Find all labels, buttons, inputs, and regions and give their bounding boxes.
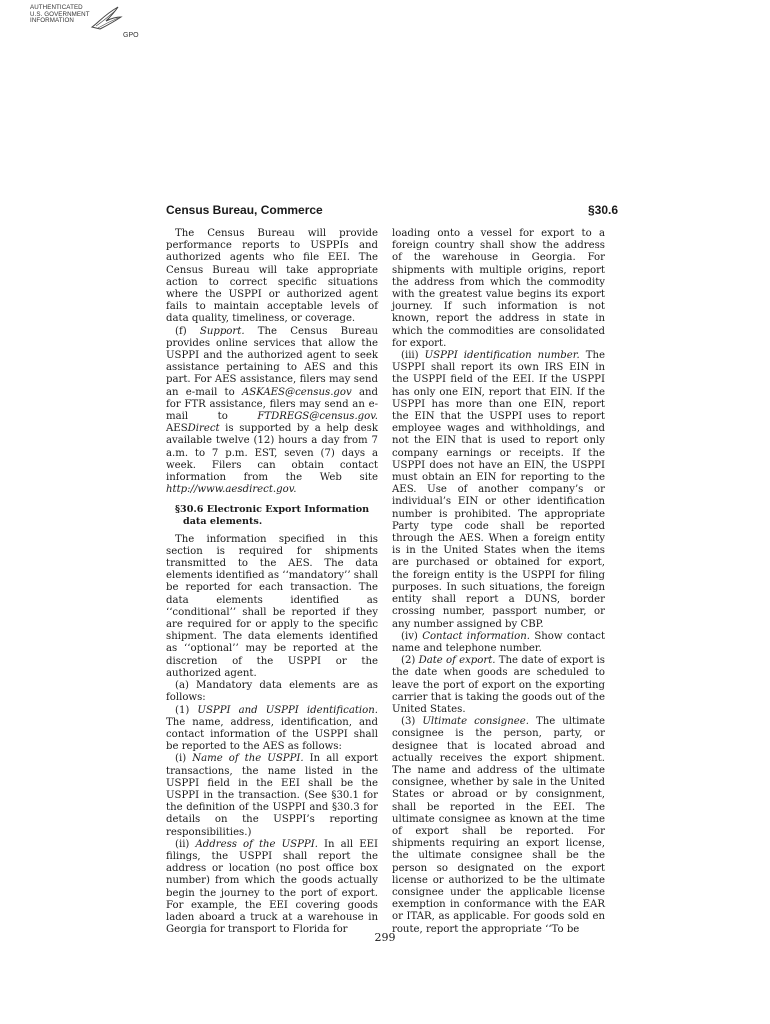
label: (iv) — [401, 630, 418, 642]
eagle-icon — [88, 5, 124, 35]
paragraph-address-of-usppi — [166, 839, 378, 937]
text: Show contact name and telephone number. — [392, 630, 606, 654]
label: (ii) — [175, 838, 190, 850]
label: (f) — [175, 325, 187, 337]
subsection-title: Support. — [199, 325, 245, 337]
paragraph-usppi-id-number — [392, 350, 605, 631]
section-heading-line-2: data elements. — [183, 516, 263, 528]
subsection-title: Address of the USPPI. — [195, 838, 318, 850]
subsection-title: Ultimate consignee. — [422, 716, 530, 728]
text: In all export transactions, the name listed in the USPPI field in the EEI shall be the USPPI in the transaction. (See §30.1 for the definition of the USPPI and §30.3 for details on the USPPI’s reporting responsibilities.) — [166, 753, 378, 838]
text: The ultimate consignee is the person, party, or designee that is located abroad and actually receives the export shipment. The name and address of the ultimate consignee, whether by sale in the United States or abroad or by consignment, shall be reported in the EEI. The ultimate consignee as known at the time of export shall be reported. For shipments requiring an export license, the ultimate consignee shall be the person so designated on the export license or authorized to be the ultimate consignee under the applicable license exemption in conformance with the EAR or ITAR, as applicable. For goods sold en route, report the appropriate ‘‘To be — [392, 716, 606, 935]
text: and for FTR assistance, filers may send an e-mail to — [166, 386, 379, 423]
label: (iii) — [401, 350, 419, 362]
paragraph-date-of-export — [392, 655, 605, 716]
text: In all EEI filings, the USPPI shall report the address or location (no post office box number) from which the goods actually begin the journey to the port of export. For example, the EEI covering goods laden aboard a truck at a warehouse in Georgia for transport to Florida for — [166, 838, 378, 936]
label: (1) — [175, 704, 190, 716]
paragraph-continued-address: loading onto a vessel for export to a foreign country shall show the address of the warehouse in Georgia. For shipments with multiple origins, report the address from which the commodity with the greatest value begins its export journey. If such information is not known, report the address in state in which the commodities are consolidated for export. — [392, 228, 605, 349]
text: The Census Bureau provides online services that allow the USPPI and the authorized agent to seek assistance pertaining to AES and this part. For AES assistance, filers may send an e-mail to — [166, 325, 379, 398]
email-ftdregs: FTDREGS@census.gov. — [257, 411, 378, 423]
aesdirect-suffix: Direct — [187, 423, 220, 435]
section-number: §30.6 — [587, 203, 618, 217]
paragraph-usppi-identification — [166, 705, 378, 754]
section-heading-line-1: §30.6 Electronic Export Information — [175, 504, 370, 516]
right-column — [392, 228, 605, 936]
paragraph-contact-information — [392, 631, 605, 655]
label: (2) — [401, 655, 416, 667]
text: The USPPI shall report its own IRS EIN in the USPPI field of the EEI. If the USPPI has only one EIN, report that EIN. If the USPPI has more than one EIN, report the EIN that the USPPI uses to report employee wages and withholdings, and not the EIN that is used to report only company earnings or receipts. If the USPPI does not have an EIN, the USPPI must obtain an EIN for reporting to the AES. Use of another company’s or individual’s EIN or other identification number is prohibited. The appropriate Party type code shall be reported through the AES. When a foreign entity is in the United States when the items are purchased or obtained for export, the foreign entity is the USPPI for filing purposes. In such situations, the foreign entity shall report a DUNS, border crossing number, passport number, or any number assigned by CBP. — [392, 350, 606, 630]
email-askaes: ASKAES@census.gov — [241, 386, 352, 398]
aesdirect-url: http://www.aesdirect.gov. — [166, 484, 297, 496]
section-heading — [166, 504, 378, 527]
running-head — [166, 203, 618, 219]
paragraph-support — [166, 326, 378, 497]
agency-title: Census Bureau, Commerce — [166, 203, 323, 217]
seal-line-3: INFORMATION — [30, 17, 74, 25]
text: AES — [166, 423, 188, 435]
page-number: 299 — [374, 931, 396, 944]
subsection-title: USPPI and USPPI identification. — [197, 704, 379, 716]
text: is supported by a help desk available twelve (12) hours a day from 7 a.m. to 7 p.m. EST, seven (7) days a week. Filers can obtain contact information from the Web site — [166, 423, 378, 484]
seal-line-1: AUTHENTICATED — [30, 4, 83, 11]
subsection-title: Date of export. — [418, 655, 496, 667]
seal-line-2: U.S. GOVERNMENT — [30, 10, 90, 18]
paragraph-name-of-usppi — [166, 753, 378, 838]
paragraph-performance-reports: The Census Bureau will provide performance reports to USPPIs and authorized agents who file EEI. The Census Bureau will take appropriate action to correct specific situations where the USPPI or authorized agent fails to maintain acceptable levels of data quality, timeliness, or coverage. — [166, 228, 378, 325]
left-column — [166, 228, 378, 936]
paragraph-mandatory-elements: (a) Mandatory data elements are as follows: — [166, 680, 378, 704]
paragraph-information-required: The information specified in this section is required for shipments transmitted to the AES. The data elements identified as ‘‘mandatory’’ shall be reported for each transaction. The data elements identified as ‘‘conditional’’ shall be reported if they are required for or apply to the specific shipment. The data elements identified as ‘‘optional’’ may be reported at the discretion of the USPPI or the authorized agent. — [166, 533, 378, 679]
gpo-mark: GPO — [123, 32, 139, 39]
label: (i) — [175, 753, 187, 765]
paragraph-ultimate-consignee — [392, 716, 605, 936]
gpo-authentication-seal — [30, 5, 142, 43]
subsection-title: Contact information. — [422, 630, 530, 642]
label: (3) — [401, 716, 416, 728]
text: The date of export is the date when goods are scheduled to leave the port of export on the exporting carrier that is taking the goods out of the United States. — [392, 655, 605, 715]
subsection-title: Name of the USPPI. — [192, 753, 304, 765]
text: The name, address, identification, and contact information of the USPPI shall be reported to the AES as follows: — [166, 716, 378, 753]
subsection-title: USPPI identification number. — [424, 350, 580, 362]
